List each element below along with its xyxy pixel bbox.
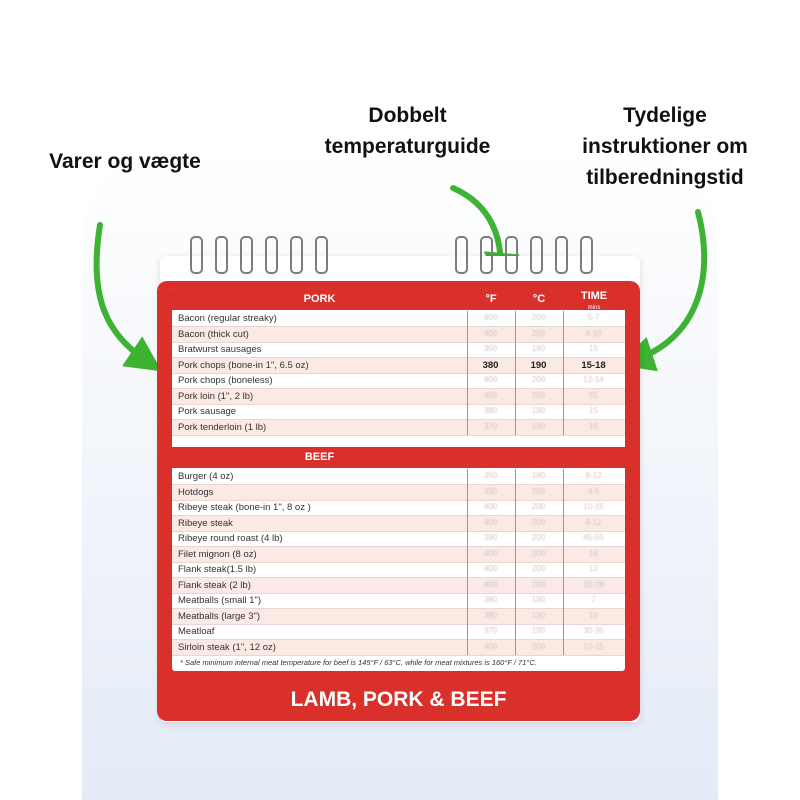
item-name: Hotdogs	[178, 486, 214, 498]
table-row	[172, 547, 625, 563]
fahrenheit-value: 400	[483, 517, 498, 527]
celsius-value: 180	[531, 344, 546, 353]
table-row	[172, 389, 625, 405]
beef-rows	[172, 469, 625, 655]
table-row	[172, 311, 625, 327]
table-row	[172, 420, 625, 436]
time-value: 10-15	[583, 641, 604, 651]
fahrenheit-value: 380	[482, 359, 499, 371]
table-row	[172, 500, 625, 516]
time-value: 12	[589, 564, 598, 573]
item-name: Meatballs (small 1")	[178, 595, 262, 606]
item-name: Bacon (regular streaky)	[178, 313, 277, 324]
time-value: 5-7	[587, 313, 600, 322]
item-name: Pork tenderloin (1 lb)	[178, 421, 267, 433]
fahrenheit-value: 400	[483, 390, 498, 400]
celsius-value: 190	[531, 626, 546, 635]
table-row	[172, 327, 625, 343]
time-value: 15	[589, 406, 598, 415]
time-value: 8-12	[585, 517, 602, 527]
celsius-value: 190	[531, 595, 546, 604]
safety-note: * Safe minimum internal meat temperature for beef is 145°F / 63°C, while for meat mixtures is 160°F / 71°C.	[180, 658, 537, 667]
celsius-value: 200	[531, 375, 546, 384]
item-name: Bratwurst sausages	[178, 344, 262, 355]
table-row	[172, 342, 625, 358]
fahrenheit-value: 350	[483, 471, 498, 480]
time-value: 12-14	[583, 375, 604, 384]
celsius-value: 200	[531, 641, 546, 651]
column-divider	[467, 311, 468, 435]
column-divider	[515, 469, 516, 655]
fahrenheit-value: 400	[483, 548, 498, 558]
fahrenheit-value: 400	[483, 641, 498, 651]
callout-cooking-time: Tydelige instruktioner om tilberedningstid	[582, 104, 748, 189]
table-row	[172, 609, 625, 625]
time-value: 8-12	[585, 471, 602, 480]
table-row	[172, 593, 625, 609]
fahrenheit-value: 400	[483, 502, 498, 511]
time-value: 7	[591, 595, 596, 604]
fahrenheit-value: 390	[483, 486, 498, 496]
time-value: 10	[589, 610, 598, 620]
item-name: Meatloaf	[178, 626, 215, 637]
table-row	[172, 624, 625, 640]
fahrenheit-value: 380	[483, 610, 498, 620]
column-divider	[563, 311, 564, 435]
item-name: Pork chops (bone-in 1", 6.5 oz)	[178, 359, 309, 371]
item-name: Pork loin (1", 2 lb)	[178, 390, 254, 402]
celsius-value: 200	[531, 328, 546, 338]
item-name: Ribeye steak (bone-in 1", 8 oz )	[178, 502, 311, 513]
time-value: 30-35	[583, 626, 604, 635]
time-value: 20-28	[583, 579, 604, 589]
fahrenheit-value: 370	[483, 626, 498, 635]
column-divider	[563, 469, 564, 655]
table-row	[172, 373, 625, 389]
item-name: Filet mignon (8 oz)	[178, 548, 257, 560]
beef-header	[172, 447, 625, 468]
celsius-header: °C	[532, 293, 546, 305]
celsius-value: 190	[531, 406, 546, 415]
item-name: Ribeye round roast (4 lb)	[178, 533, 283, 544]
celsius-value: 200	[531, 548, 546, 558]
celsius-value: 200	[531, 313, 546, 322]
beef-title: BEEF	[304, 451, 335, 463]
celsius-value: 200	[531, 579, 546, 589]
pork-title: PORK	[303, 293, 336, 305]
fahrenheit-value: 380	[483, 406, 498, 415]
column-divider	[515, 311, 516, 435]
table-row	[172, 562, 625, 578]
time-label: TIME	[580, 290, 608, 302]
celsius-value: 200	[531, 486, 546, 496]
table-row	[172, 516, 625, 532]
time-value: 10-15	[583, 502, 604, 511]
item-name: Pork sausage	[178, 406, 237, 417]
fahrenheit-value: 400	[483, 564, 498, 573]
celsius-value: 190	[530, 359, 547, 371]
celsius-value: 180	[531, 471, 546, 480]
fahrenheit-value: 350	[483, 344, 498, 353]
item-name: Ribeye steak	[178, 517, 233, 529]
fahrenheit-value: 380	[483, 595, 498, 604]
cooking-table-panel	[172, 289, 625, 671]
time-unit: mins	[587, 305, 601, 311]
celsius-value: 200	[531, 564, 546, 573]
time-value: 15	[589, 421, 598, 431]
arrow-left-icon	[97, 225, 148, 362]
item-name: Flank steak(1.5 lb)	[178, 564, 257, 575]
card-footer-title: LAMB, PORK & BEEF	[290, 688, 507, 711]
callout-items-weights: Varer og vægte	[49, 150, 201, 173]
celsius-value: 200	[531, 502, 546, 511]
fahrenheit-value: 400	[483, 328, 498, 338]
time-value: 6-10	[585, 328, 602, 338]
celsius-value: 200	[531, 533, 546, 542]
pork-header	[172, 289, 625, 310]
time-value: 4-5	[587, 486, 600, 496]
pork-rows	[172, 311, 625, 435]
fahrenheit-value: 400	[483, 579, 498, 589]
time-value: 15-18	[581, 359, 606, 371]
time-header	[563, 291, 625, 313]
fahrenheit-value: 370	[483, 421, 498, 431]
item-name: Pork chops (boneless)	[178, 375, 273, 386]
time-value: 55	[589, 390, 598, 400]
time-value: 18	[589, 548, 598, 558]
fahrenheit-value: 390	[483, 533, 498, 542]
table-row	[172, 578, 625, 594]
table-row	[172, 640, 625, 656]
item-name: Meatballs (large 3")	[178, 610, 261, 622]
fahrenheit-value: 400	[483, 375, 498, 384]
item-name: Sirloin steak (1", 12 oz)	[178, 641, 276, 653]
celsius-value: 190	[531, 610, 546, 620]
item-name: Burger (4 oz)	[178, 471, 234, 482]
callout-dual-temperature: Dobbelt temperaturguide	[324, 104, 491, 158]
item-name: Flank steak (2 lb)	[178, 579, 251, 591]
table-row	[172, 531, 625, 547]
celsius-value: 200	[531, 517, 546, 527]
table-row	[172, 404, 625, 420]
celsius-value: 200	[531, 390, 546, 400]
arrow-right-icon	[634, 212, 704, 360]
table-row	[172, 469, 625, 485]
table-row	[172, 358, 625, 374]
fahrenheit-value: 400	[483, 313, 498, 322]
fahrenheit-header: °F	[485, 293, 497, 305]
time-value: 45-55	[583, 533, 604, 542]
item-name: Bacon (thick cut)	[178, 328, 249, 340]
column-divider	[467, 469, 468, 655]
time-value: 15	[589, 344, 598, 353]
celsius-value: 190	[531, 421, 546, 431]
table-row	[172, 485, 625, 501]
